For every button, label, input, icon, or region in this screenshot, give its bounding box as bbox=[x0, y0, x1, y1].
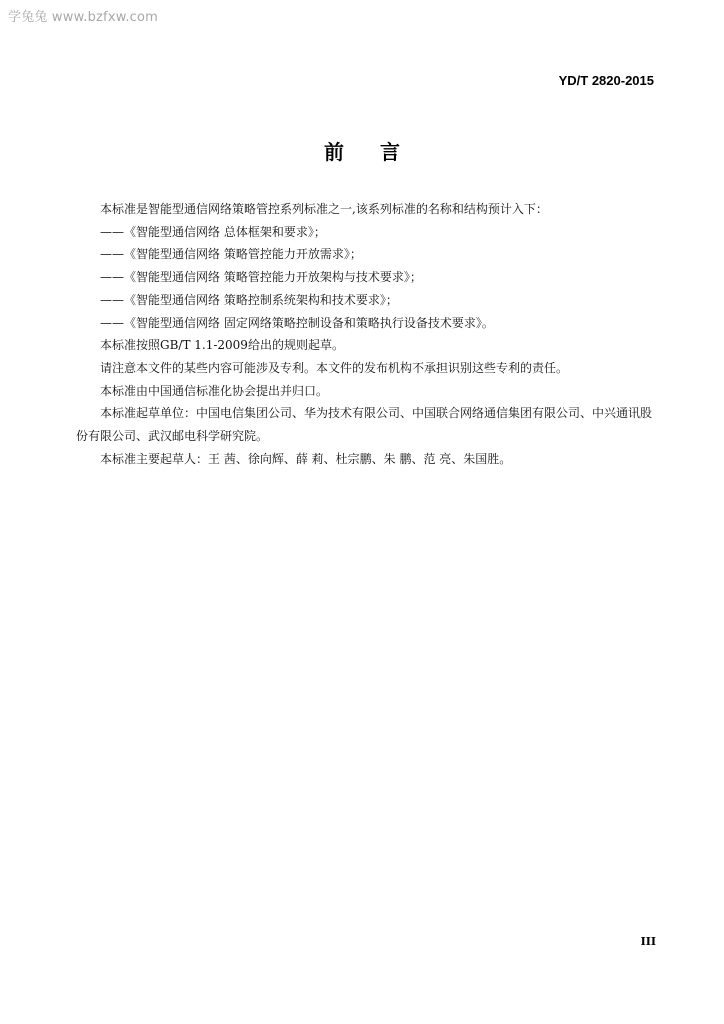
foreword-body bbox=[76, 198, 656, 470]
standard-code: YD/T 2820-2015 bbox=[558, 73, 654, 88]
drafting-units-paragraph: 本标准起草单位：中国电信集团公司、华为技术有限公司、中国联合网络通信集团有限公司、中兴通讯股份有限公司、武汉邮电科学研究院。 bbox=[76, 406, 653, 444]
series-item-5: ——《智能型通信网络 固定网络策略控制设备和策略执行设备技术要求》。 bbox=[100, 315, 494, 330]
patent-notice-paragraph: 请注意本文件的某些内容可能涉及专利。本文件的发布机构不承担识别这些专利的责任。 bbox=[100, 360, 569, 375]
proposer-paragraph: 本标准由中国通信标准化协会提出并归口。 bbox=[100, 383, 329, 398]
drafting-rules-paragraph: 本标准按照GB/T 1.1-2009给出的规则起草。 bbox=[100, 338, 344, 353]
series-item-1: ——《智能型通信网络 总体框架和要求》； bbox=[100, 224, 326, 239]
intro-paragraph: 本标准是智能型通信网络策略管控系列标准之一,该系列标准的名称和结构预计入下： bbox=[100, 202, 548, 216]
series-item-3: ——《智能型通信网络 策略管控能力开放架构与技术要求》； bbox=[100, 270, 422, 285]
page-title: 前言 bbox=[324, 140, 436, 164]
series-item-4: ——《智能型通信网络 策略控制系统架构和技术要求》； bbox=[100, 292, 398, 307]
page-number: III bbox=[640, 935, 656, 948]
drafters-paragraph: 本标准主要起草人：王 茜、徐向辉、薛 莉、杜宗鹏、朱 鹏、范 亮、朱国胜。 bbox=[100, 451, 512, 466]
series-item-2: ——《智能型通信网络 策略管控能力开放需求》； bbox=[100, 247, 362, 262]
watermark-text: 学兔兔 www.bzfxw.com bbox=[8, 10, 159, 25]
